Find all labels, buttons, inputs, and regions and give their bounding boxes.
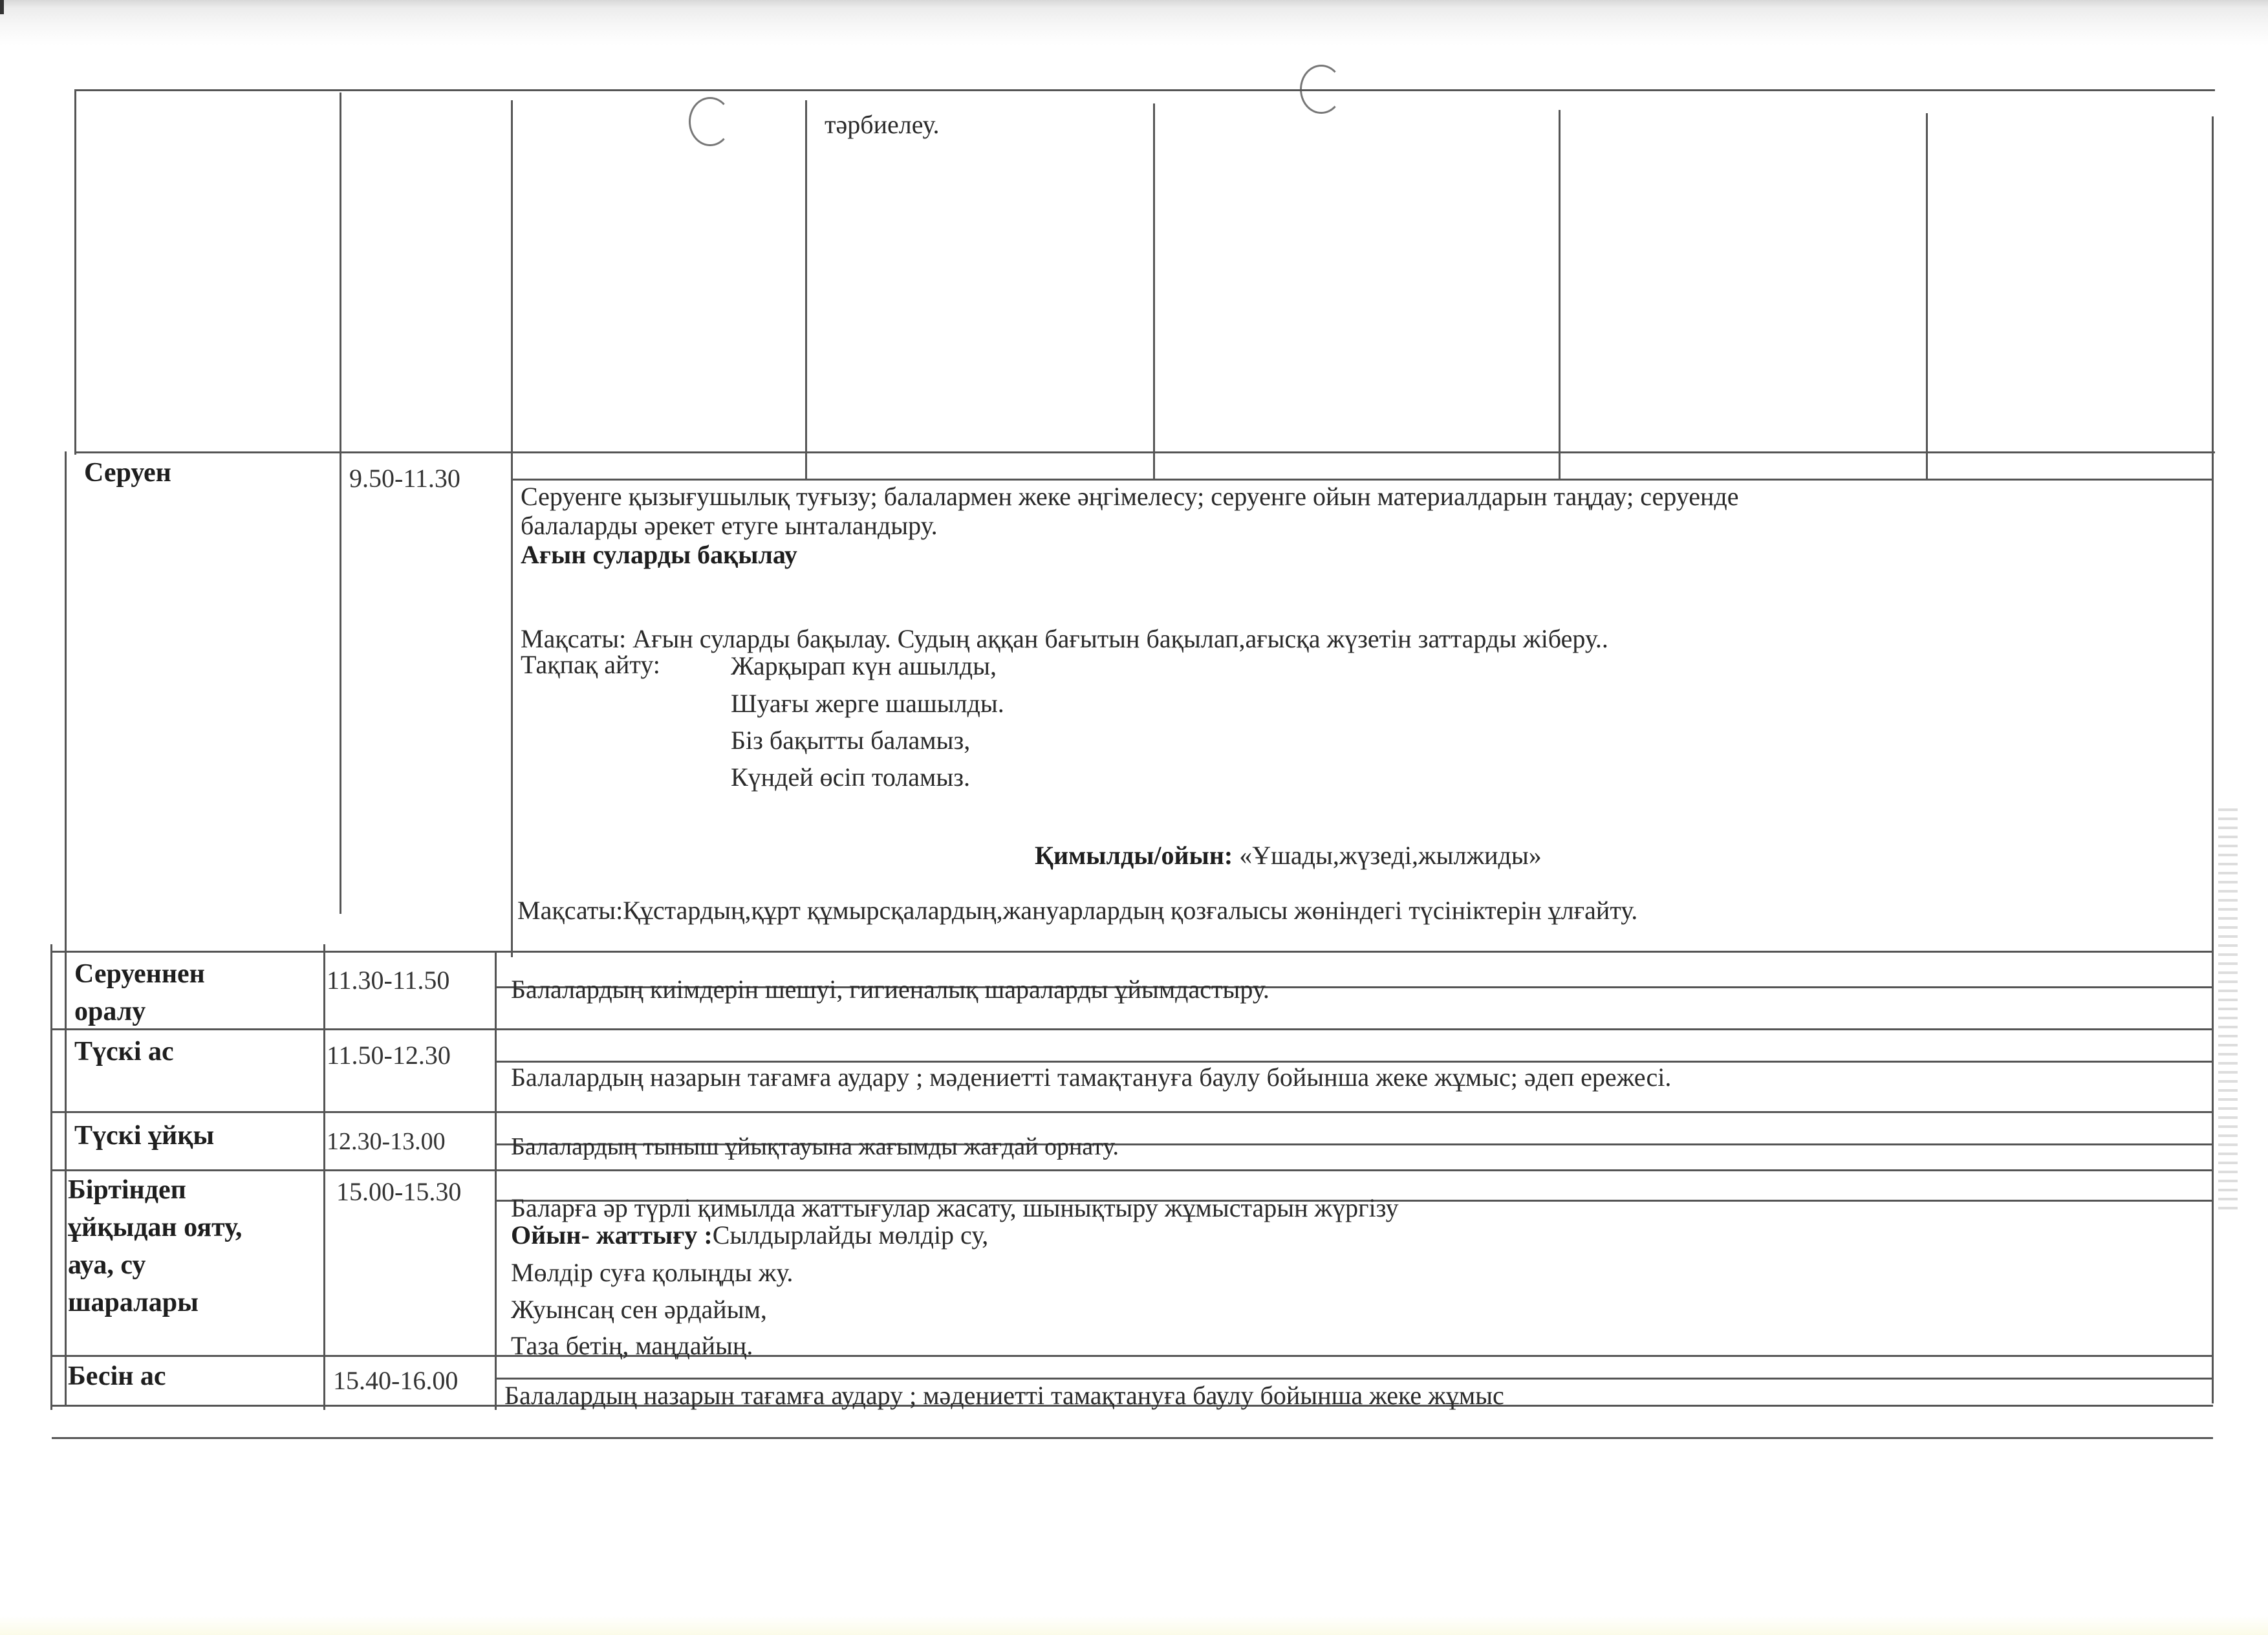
grid-line bbox=[52, 1169, 2213, 1171]
grid-line bbox=[2212, 116, 2214, 1403]
seruen-aim: Мақсаты: Ағын суларды бақылау. Судың аққан бағытын бақылап,ағысқа жүзетін заттарды жіберу.. bbox=[521, 624, 1608, 653]
scan-bottom-edge bbox=[0, 1616, 2268, 1635]
grid-line bbox=[52, 1028, 2213, 1030]
seruen-intro-line2: балаларды әрекет етуге ынталандыру. bbox=[521, 511, 938, 540]
row-label-nap: Түскі ұйқы bbox=[74, 1121, 215, 1151]
seruen-intro-line1: Серуенге қызығушылық туғызу; балалармен жеке әңгімелесу; серуенге ойын материалдарын таңдау; серуенде bbox=[521, 482, 1739, 511]
grid-line bbox=[74, 451, 2215, 453]
grid-line bbox=[74, 89, 2215, 91]
grid-line bbox=[495, 951, 497, 1410]
row-time-wakeup: 15.00-15.30 bbox=[336, 1177, 462, 1206]
seruen-observation-title: Ағын суларды бақылау bbox=[521, 540, 797, 569]
grid-line bbox=[323, 944, 325, 1410]
grid-line bbox=[1926, 113, 1928, 479]
seruen-poem-line: Күндей өсіп толамыз. bbox=[731, 763, 970, 792]
row-time-return: 11.30-11.50 bbox=[327, 966, 450, 995]
grid-line bbox=[1559, 110, 1561, 479]
wakeup-text: Баларға әр түрлі қимылда жаттығулар жасату, шынықтыру жұмыстарын жүргізу bbox=[511, 1193, 1399, 1222]
grid-line bbox=[805, 100, 807, 479]
row-time-nap: 12.30-13.00 bbox=[327, 1128, 446, 1155]
row-label-seruen: Серуен bbox=[84, 458, 171, 488]
row-label-wakeup: шаралары bbox=[68, 1288, 199, 1317]
row-label-snack: Бесін ас bbox=[68, 1361, 166, 1391]
row-label-wakeup: ұйқыдан ояту, bbox=[68, 1213, 243, 1242]
grid-line bbox=[511, 100, 513, 957]
return-text: Балалардың киімдерін шешуі, гигиеналық шараларды ұйымдастыру. bbox=[511, 975, 1269, 1004]
grid-line bbox=[340, 92, 341, 914]
row-label-return: Серуеннен bbox=[74, 959, 205, 989]
seruen-game-aim: Мақсаты:Құстардың,құрт құмырсқалардың,жануарлардың қозғалысы жөніндегі түсініктерін ұлғайту. bbox=[517, 896, 1638, 925]
seruen-poem-line: Жарқырап күн ашылды, bbox=[731, 651, 997, 680]
seruen-game-label: Қимылды/ойын: bbox=[1035, 841, 1233, 870]
punch-hole-mark bbox=[689, 97, 731, 146]
seruen-game-heading bbox=[1035, 838, 1542, 874]
seruen-game-name: «Ұшады,жүзеді,жылжиды» bbox=[1239, 841, 1542, 870]
wakeup-game-label: Ойын- жаттығу : bbox=[511, 1220, 713, 1250]
grid-line bbox=[65, 451, 67, 1405]
seruen-poem-line: Шуағы жерге шашылды. bbox=[731, 689, 1004, 718]
seruen-poem-label: Тақпақ айту: bbox=[521, 650, 660, 679]
scan-noise bbox=[2218, 808, 2238, 1209]
row-time-snack: 15.40-16.00 bbox=[333, 1366, 459, 1395]
lunch-text: Балалардың назарын тағамға аудару ; мәдениетті тамақтануға баулу бойынша жеке жұмыс; әдеп ережесі. bbox=[511, 1063, 1672, 1092]
row-label-wakeup: Біртіндеп bbox=[68, 1175, 186, 1205]
grid-line bbox=[52, 1437, 2213, 1439]
snack-text: Балалардың назарын тағамға аудару ; мәдениетті тамақтануға баулу бойынша жеке жұмыс bbox=[504, 1381, 1504, 1410]
row-time-seruen: 9.50-11.30 bbox=[349, 464, 460, 493]
scan-top-shadow bbox=[0, 0, 2268, 45]
grid-line bbox=[52, 1111, 2213, 1113]
row-label-wakeup: ауа, су bbox=[68, 1250, 146, 1280]
row-label-return: оралу bbox=[74, 997, 146, 1026]
wakeup-game-line: Мөлдір суға қолыңды жу. bbox=[511, 1258, 794, 1287]
wakeup-game-line: Таза бетің, маңдайың. bbox=[511, 1331, 753, 1360]
wakeup-game-line bbox=[511, 1217, 988, 1253]
scan-corner-mark bbox=[0, 0, 4, 14]
grid-line bbox=[52, 1355, 2213, 1357]
grid-line bbox=[50, 944, 52, 1410]
grid-line bbox=[52, 951, 2213, 953]
nap-text: Балалардың тыныш ұйықтауына жағымды жағдай орнату. bbox=[511, 1133, 1119, 1160]
grid-line bbox=[1153, 103, 1155, 479]
seruen-poem-line: Біз бақытты баламыз, bbox=[731, 726, 971, 755]
grid-line bbox=[74, 89, 76, 455]
wakeup-game-line: Жуынсаң сен әрдайым, bbox=[511, 1295, 767, 1324]
top-row-text: тәрбиелеу. bbox=[825, 110, 940, 139]
row-time-lunch: 11.50-12.30 bbox=[327, 1041, 451, 1070]
row-label-lunch: Түскі ас bbox=[74, 1037, 174, 1067]
wakeup-game-text: Сылдырлайды мөлдір су, bbox=[712, 1220, 989, 1250]
